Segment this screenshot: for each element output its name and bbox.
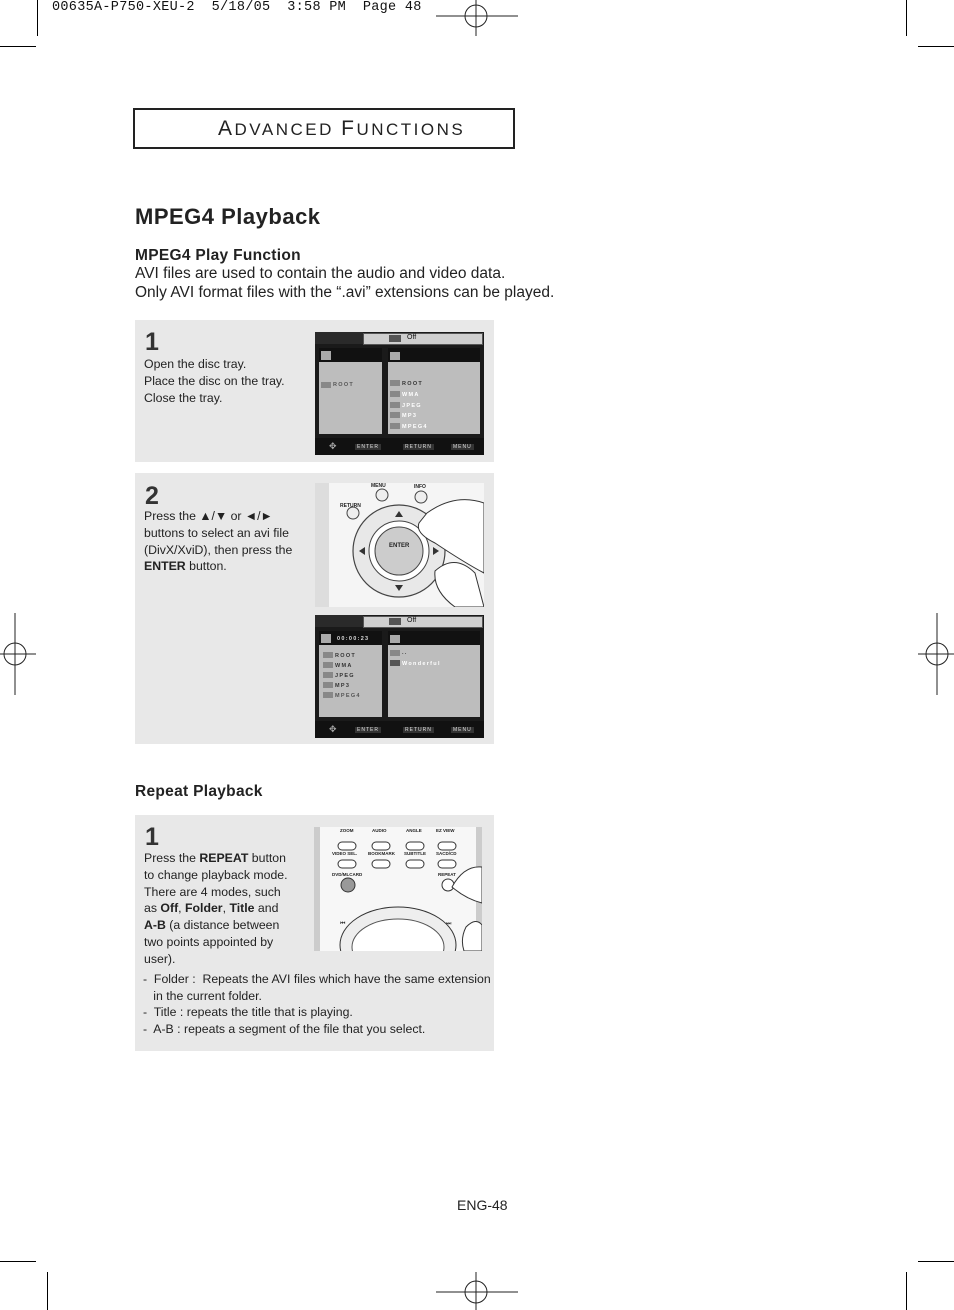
screen1-return-btn: RETURN <box>405 444 432 450</box>
screen2-left-item-wma: WMA <box>335 663 353 669</box>
screen2-left-item-mp3: MP3 <box>335 683 351 689</box>
screen2-left-pane <box>319 631 382 717</box>
repeat-line-6: two points appointed by <box>144 934 274 949</box>
registration-mark-left <box>0 613 36 695</box>
screen1-off-label: Off <box>407 334 417 341</box>
folder-icon <box>390 423 400 429</box>
screen2-right-pane <box>388 631 480 717</box>
step2-leftright-arrows: ◄/► <box>244 509 273 523</box>
svg-text:⏮: ⏮ <box>340 920 346 927</box>
screen2-return-btn: RETURN <box>405 727 432 733</box>
folder-icon <box>323 652 333 658</box>
screen1-left-item-root: ROOT <box>333 382 355 388</box>
crop-mark-br-v <box>906 1272 907 1310</box>
remote-zoom-label: ZOOM <box>340 828 354 833</box>
repeat-line-5 <box>144 917 288 934</box>
screen1-right-item-mpeg4: MPEG4 <box>402 424 428 430</box>
screen2-right-item-parent: .. <box>402 650 408 656</box>
step2-panel <box>135 473 494 744</box>
crop-mark-tl-h <box>0 46 36 47</box>
repeat-bullet-1: - Folder : Repeats the AVI files which have the same extension <box>143 972 491 986</box>
repeat-l4f: Title <box>229 901 255 916</box>
step1-text <box>144 356 285 406</box>
repeat-line-2: to change playback mode. <box>144 867 288 882</box>
remote-bookmark-label: BOOKMARK <box>368 851 395 856</box>
repeat-l1b: REPEAT <box>199 851 249 865</box>
folder-icon <box>390 380 400 386</box>
step1-line-2: Place the disc on the tray. <box>144 373 285 388</box>
remote-repeat-drawing <box>314 827 482 951</box>
step2-press-the: Press the <box>144 509 196 523</box>
screen2-off-field <box>363 616 483 628</box>
repeat-line-4 <box>144 900 288 917</box>
screen2-left-item-mpeg4: MPEG4 <box>335 693 361 699</box>
play-function-line-2: Only AVI format files with the “.avi” extensions can be played. <box>135 284 555 301</box>
page-number: ENG-48 <box>457 1197 508 1213</box>
menu-screen-2 <box>315 615 484 738</box>
repeat-l4a: as <box>144 901 161 916</box>
crop-mark-tr-h <box>918 46 954 47</box>
print-header: 00635A-P750-XEU-2 5/18/05 3:58 PM Page 48 <box>52 0 422 15</box>
dpad-menu-label: MENU <box>371 483 386 489</box>
screen1-right-item-jpeg: JPEG <box>402 403 422 409</box>
remote-subtitle-label: SUBTITLE <box>404 851 426 856</box>
screen1-left-pane <box>319 348 382 434</box>
screen2-tab <box>315 615 363 627</box>
repeat-l4e: , <box>222 901 230 916</box>
repeat-l4c: , <box>178 901 186 916</box>
screen1-right-item-wma: WMA <box>402 392 420 398</box>
screen1-enter-btn: ENTER <box>357 444 379 450</box>
crop-mark-tl-v <box>37 0 38 36</box>
remote-sacd-label: SACD/CD <box>436 851 457 856</box>
screen1-menu-btn: MENU <box>453 444 472 450</box>
screen2-time: 00:00:23 <box>337 636 370 642</box>
repeat-l1a: Press the <box>144 851 200 865</box>
step2-enter-bold: ENTER <box>144 559 186 574</box>
screen1-right-item-root: ROOT <box>402 381 424 387</box>
crop-mark-tr-v <box>906 0 907 36</box>
dpad-info-label: INFO <box>414 484 426 490</box>
page-title: MPEG4 Playback <box>135 204 321 229</box>
step1-panel <box>135 320 494 462</box>
remote-angle-label: ANGLE <box>406 828 422 833</box>
play-function-heading: MPEG4 Play Function <box>135 247 301 264</box>
remote-audio-label: AUDIO <box>372 828 387 833</box>
crop-mark-br-h <box>918 1261 954 1262</box>
remote-dvdmlcard-label: DVD/MLCARD <box>332 872 363 877</box>
repeat-bullet-2: - Title : repeats the title that is playing. <box>143 1005 353 1019</box>
dpad-return-label: RETURN <box>340 503 361 509</box>
repeat-panel <box>135 815 494 1051</box>
folder-icon <box>323 692 333 698</box>
remote-repeat-illustration <box>314 827 482 951</box>
menu-screen-1 <box>315 332 484 455</box>
file-icon <box>390 660 400 666</box>
repeat-bullet-1-cont: in the current folder. <box>143 989 262 1003</box>
screen2-left-item-root: ROOT <box>335 653 357 659</box>
dpad-icon: ✥ <box>329 441 337 451</box>
disc-icon <box>321 351 331 360</box>
folder-icon <box>390 650 400 656</box>
remote-repeat-label: REPEAT <box>438 872 456 877</box>
screen1-off-field <box>363 333 483 345</box>
repeat-line-7: user). <box>144 951 176 966</box>
disc-icon <box>321 634 331 643</box>
speaker-icon <box>390 635 400 643</box>
repeat-step-number: 1 <box>145 823 159 851</box>
step2-line-4 <box>144 558 292 575</box>
play-function-line-1: AVI files are used to contain the audio and video data. <box>135 265 506 282</box>
screen1-right-pane-head <box>388 348 480 362</box>
crop-mark-bl-v <box>47 1272 48 1310</box>
repeat-bullet-3: - A-B : repeats a segment of the file that you select. <box>143 1022 426 1036</box>
repeat-heading: Repeat Playback <box>135 783 263 800</box>
section-title <box>218 117 465 141</box>
section-title-initial-a: A <box>218 117 235 140</box>
registration-mark-top <box>436 0 518 36</box>
repeat-l5b: (a distance between <box>165 918 280 933</box>
screen2-enter-btn: ENTER <box>357 727 379 733</box>
folder-icon <box>323 672 333 678</box>
screen1-tab <box>315 332 363 344</box>
screen2-right-pane-head <box>388 631 480 645</box>
section-title-rest-a: DVANCED <box>234 120 334 139</box>
registration-mark-right <box>918 613 954 695</box>
repeat-l4g: and <box>254 901 279 916</box>
repeat-l5a: A-B <box>144 918 166 933</box>
repeat-l4d: Folder <box>185 901 223 916</box>
screen2-menu-btn: MENU <box>453 727 472 733</box>
screen1-right-pane <box>388 348 480 434</box>
screen2-off-label: Off <box>407 617 417 624</box>
repeat-l4b: Off <box>160 901 179 916</box>
remote-dpad-illustration <box>315 483 484 607</box>
folder-icon <box>390 412 400 418</box>
folder-icon <box>323 662 333 668</box>
svg-text:⏭: ⏭ <box>446 920 452 927</box>
screen2-right-item-file: Wonderful <box>402 661 441 667</box>
repeat-line-3: There are 4 modes, such <box>144 884 281 899</box>
step2-number: 2 <box>145 482 159 510</box>
screen2-left-item-jpeg: JPEG <box>335 673 355 679</box>
crop-mark-bl-h <box>0 1261 36 1262</box>
dpad-enter-label: ENTER <box>389 543 410 549</box>
folder-icon <box>390 391 400 397</box>
section-title-initial-b: F <box>341 117 357 140</box>
step1-line-3: Close the tray. <box>144 390 223 405</box>
step1-line-1: Open the disc tray. <box>144 357 247 371</box>
screen2-repeat-icon <box>389 618 401 625</box>
remote-ezview-label: EZ VIEW <box>436 828 455 833</box>
step2-line-3: (DivX/XviD), then press the <box>144 542 293 557</box>
remote-videosel-label: VIDEO SEL. <box>332 851 358 856</box>
dpad-icon: ✥ <box>329 724 337 734</box>
step2-or: or <box>230 509 242 523</box>
step2-line-1 <box>144 508 292 525</box>
repeat-step-text <box>144 850 288 968</box>
repeat-line-1 <box>144 850 288 867</box>
step2-line-2: buttons to select an avi file <box>144 525 289 540</box>
screen1-repeat-icon <box>389 335 401 342</box>
section-title-rest-b: UNCTIONS <box>356 120 466 139</box>
step1-number: 1 <box>145 328 159 356</box>
step2-text <box>144 508 292 575</box>
screen2-button-bar <box>315 721 484 738</box>
folder-icon <box>323 682 333 688</box>
step2-enter-rest: button. <box>185 559 227 574</box>
folder-icon <box>321 382 331 388</box>
folder-icon <box>390 402 400 408</box>
screen1-right-item-mp3: MP3 <box>402 413 418 419</box>
step2-updown-arrows: ▲/▼ <box>199 509 228 523</box>
screen1-button-bar <box>315 438 484 455</box>
speaker-icon <box>390 352 400 360</box>
registration-mark-bottom <box>436 1272 518 1310</box>
repeat-l1c: button <box>248 851 286 865</box>
